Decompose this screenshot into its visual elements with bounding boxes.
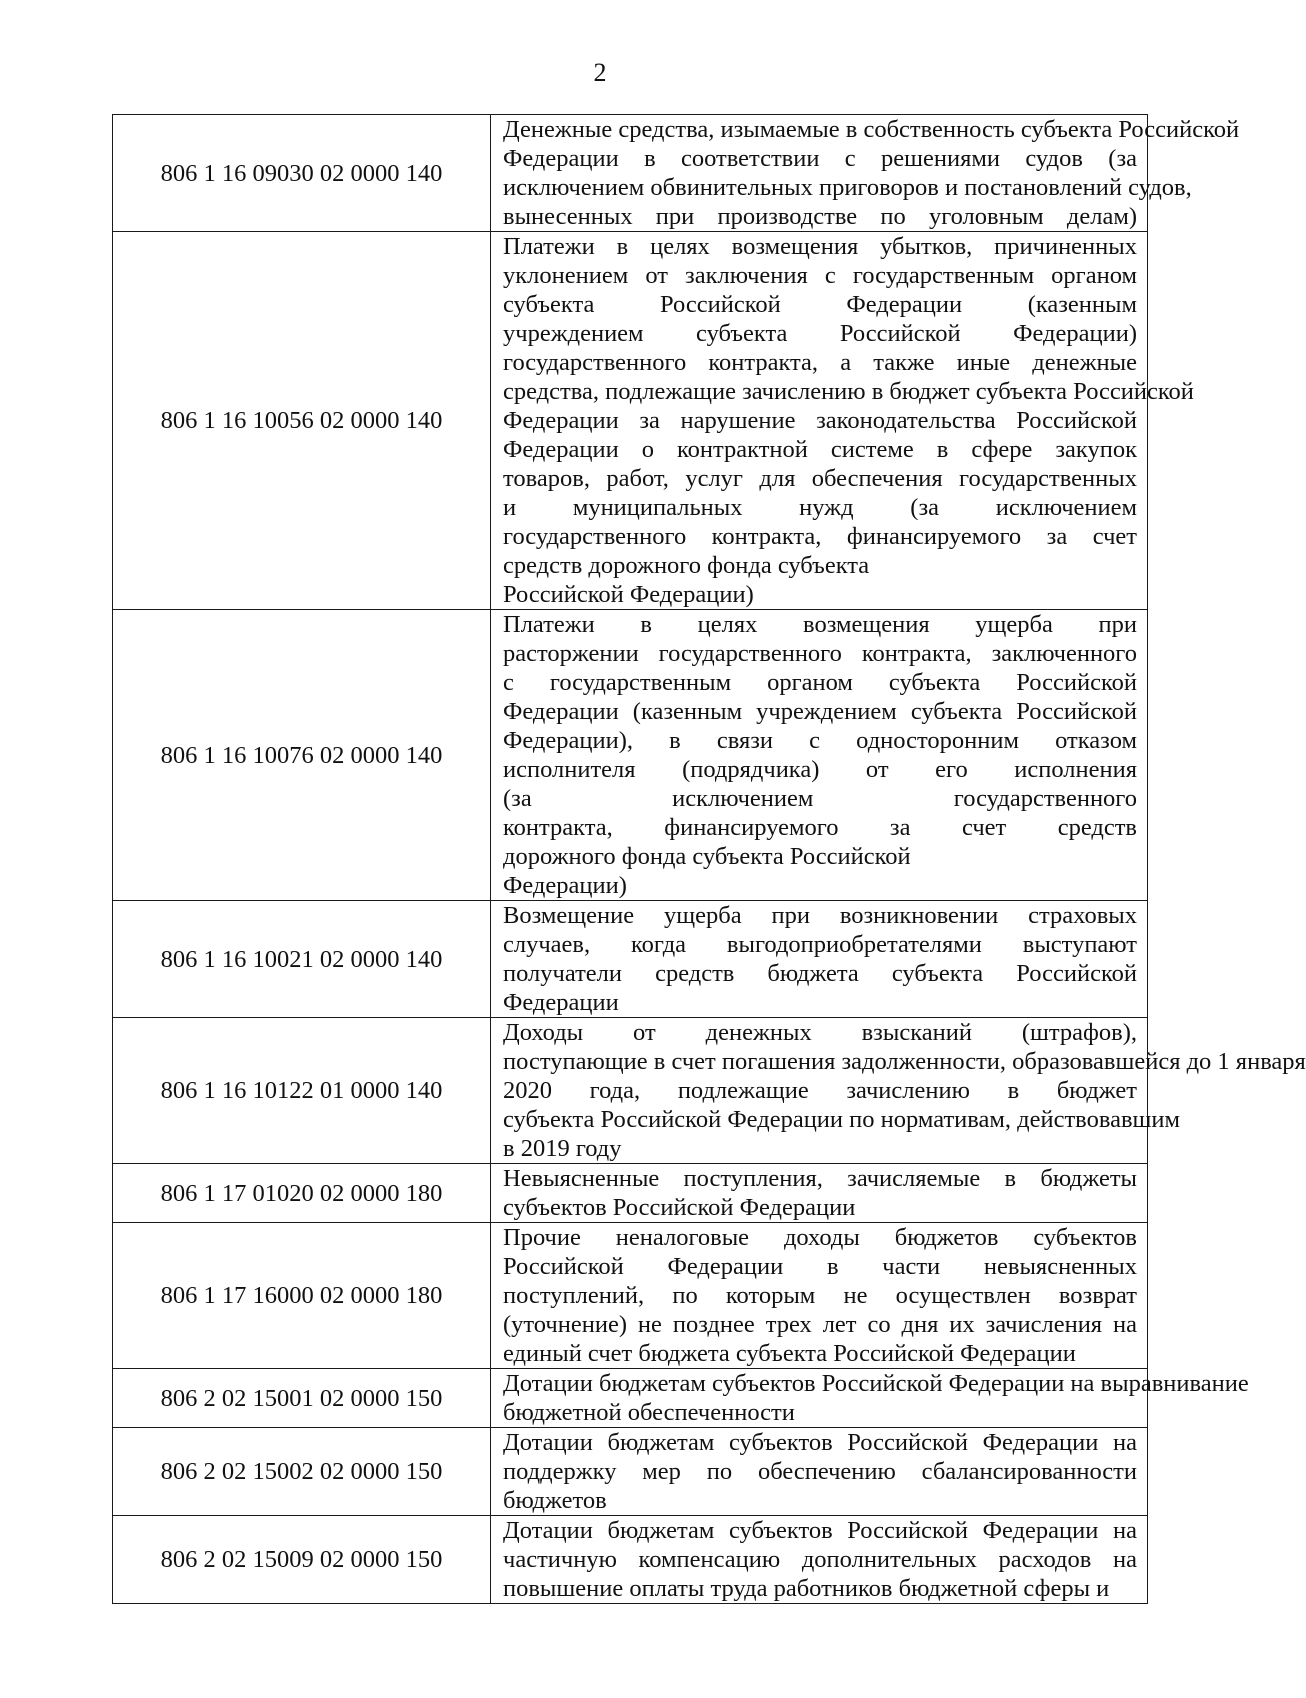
income-description-text: Дотации бюджетам субъектов Российской Федерации на выравнивание бюджетной обеспеченности <box>503 1370 1249 1426</box>
income-description-cell <box>491 232 1194 610</box>
table-row <box>113 1164 1148 1223</box>
income-description-cell <box>491 1369 1249 1428</box>
table-row <box>113 1369 1148 1428</box>
budget-code-cell: 806 2 02 15002 02 0000 150 <box>113 1428 491 1516</box>
income-description-cell <box>491 1516 1148 1604</box>
budget-codes-table <box>112 114 1306 1604</box>
income-description-text: Прочие неналоговые доходы бюджетов субъектов Российской Федерации в части невыясненных поступлений, по которым не осуществлен возврат (уточнение) не позднее трех лет со дня их зачисления на единый счет бюджета субъекта Российской Федерации <box>503 1224 1137 1367</box>
income-description-cell <box>491 1428 1148 1516</box>
budget-code-cell: 806 1 16 10076 02 0000 140 <box>113 610 491 901</box>
table-row <box>113 901 1148 1018</box>
table-row <box>113 1018 1148 1164</box>
income-description-cell <box>491 1164 1148 1223</box>
table-row <box>113 1428 1148 1516</box>
table-row <box>113 115 1148 232</box>
income-description-cell <box>491 1223 1148 1369</box>
table-row <box>113 1516 1148 1604</box>
income-description-text: Возмещение ущерба при возникновении страховых случаев, когда выгодоприобретателями выступают получатели средств бюджета субъекта Российской Федерации <box>503 902 1137 1016</box>
income-description-text: Дотации бюджетам субъектов Российской Федерации на поддержку мер по обеспечению сбалансированности бюджетов <box>503 1429 1137 1514</box>
budget-code-cell: 806 2 02 15009 02 0000 150 <box>113 1516 491 1604</box>
budget-code-cell: 806 1 16 09030 02 0000 140 <box>113 115 491 232</box>
income-description-text: Дотации бюджетам субъектов Российской Федерации на частичную компенсацию дополнительных расходов на повышение оплаты труда работников бюджетной сферы и <box>503 1517 1137 1602</box>
budget-code-cell: 806 1 16 10021 02 0000 140 <box>113 901 491 1018</box>
budget-code-cell: 806 1 16 10056 02 0000 140 <box>113 232 491 610</box>
income-description-cell <box>491 115 1240 232</box>
income-description-text: Доходы от денежных взысканий (штрафов), поступающие в счет погашения задолженности, образовавшейся до 1 января 2020 года, подлежащие зачислению в бюджет субъекта Российской Федерации по нормативам, действовавшим в 2019 году <box>503 1019 1306 1162</box>
budget-code-cell: 806 2 02 15001 02 0000 150 <box>113 1369 491 1428</box>
income-description-text: Невыясненные поступления, зачисляемые в бюджеты субъектов Российской Федерации <box>503 1165 1137 1221</box>
budget-code-cell: 806 1 17 16000 02 0000 180 <box>113 1223 491 1369</box>
table-row <box>113 232 1148 610</box>
income-description-cell <box>491 901 1148 1018</box>
income-description-cell <box>491 610 1148 901</box>
income-description-text: Платежи в целях возмещения убытков, причиненных уклонением от заключения с государственным органом субъекта Российской Федерации (казенным учреждением субъекта Российской Федерации) государственного контракта, а также иные денежные средства, подлежащие зачислению в бюджет субъекта Российской Федерации за нарушение законодательства Российской Федерации о контрактной системе в сфере закупок товаров, работ, услуг для обеспечения государственных и муниципальных нужд (за исключением государственного контракта, финансируемого за счет средств дорожного фонда субъекта Российской Федерации) <box>503 233 1194 608</box>
page-number: 2 <box>593 58 607 87</box>
income-description-text: Платежи в целях возмещения ущерба при расторжении государственного контракта, заключенного с государственным органом субъекта Российской Федерации (казенным учреждением субъекта Российской Федерации), в связи с односторонним отказом исполнителя (подрядчика) от его исполнения (за исключением государственного контракта, финансируемого за счет средств дорожного фонда субъекта Российской Федерации) <box>503 611 1137 899</box>
table-row <box>113 1223 1148 1369</box>
budget-code-cell: 806 1 17 01020 02 0000 180 <box>113 1164 491 1223</box>
income-description-cell <box>491 1018 1306 1164</box>
table-row <box>113 610 1148 901</box>
income-description-text: Денежные средства, изымаемые в собственность субъекта Российской Федерации в соответствии с решениями судов (за исключением обвинительных приговоров и постановлений судов, вынесенных при производстве по уголовным делам) <box>503 116 1240 230</box>
budget-code-cell: 806 1 16 10122 01 0000 140 <box>113 1018 491 1164</box>
